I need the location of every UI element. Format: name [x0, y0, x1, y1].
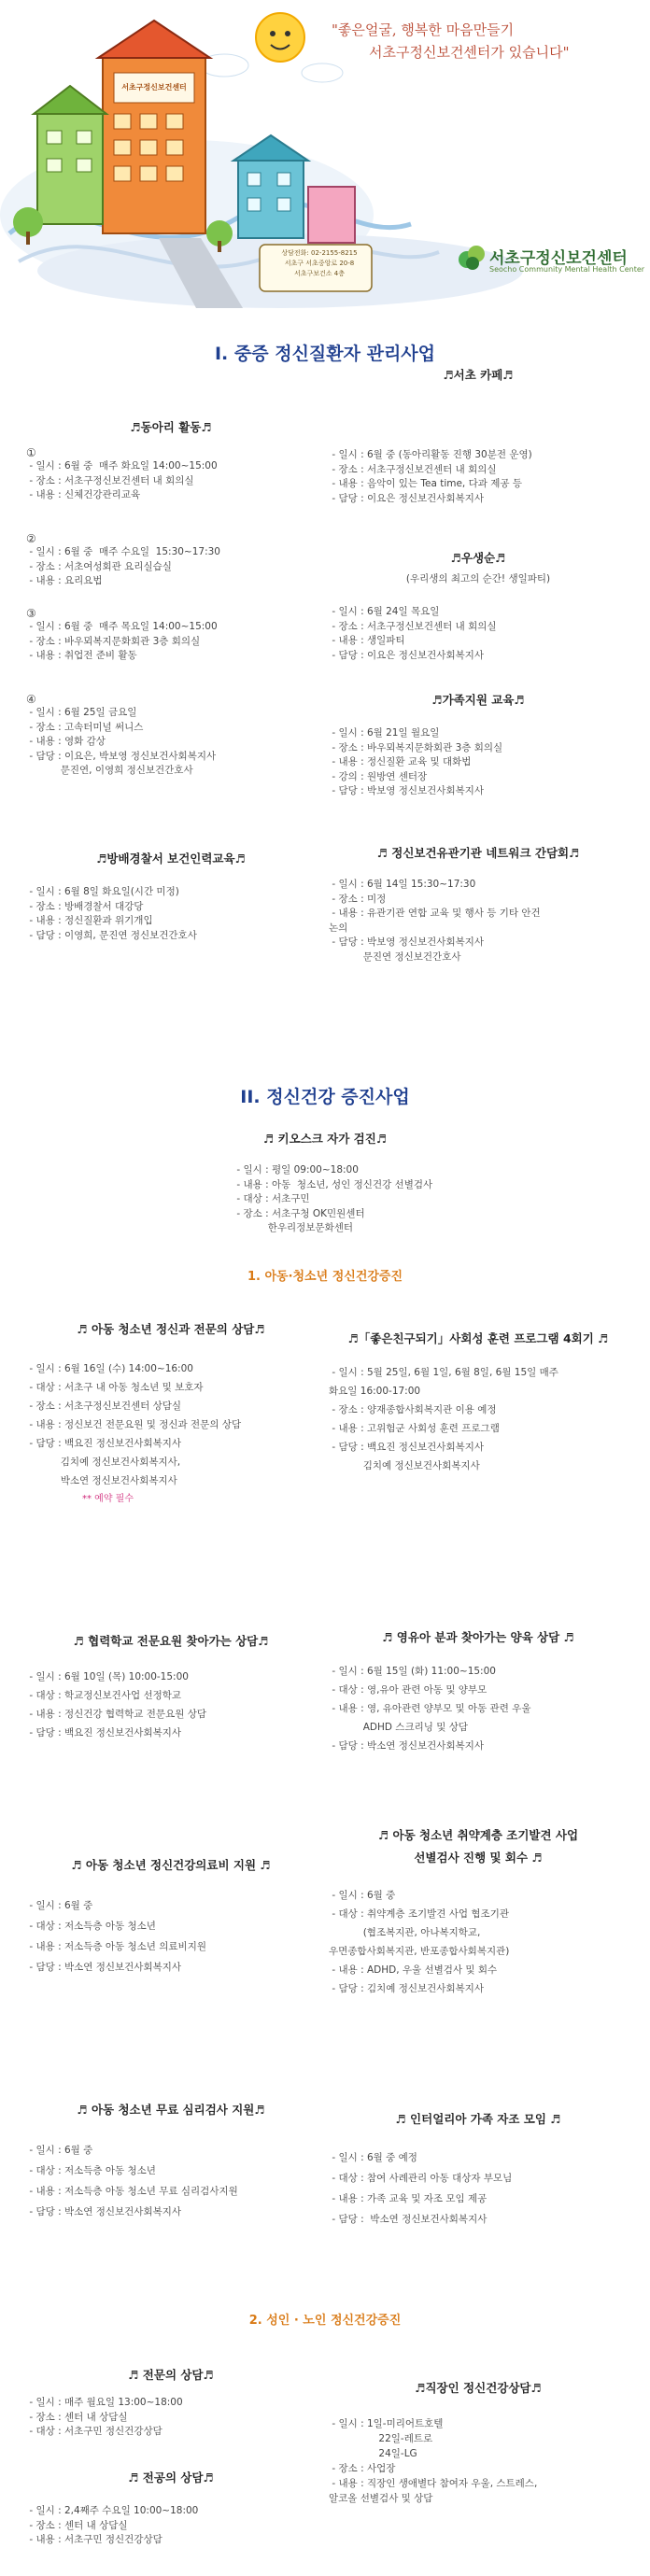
club-item-1: [26, 446, 316, 503]
infant-visit-card: [329, 1662, 628, 1755]
medical-support-line: - 일시 : 6월 중: [26, 1900, 93, 1911]
birthday-line: - 담당 : 이요은 정신보건사회복지사: [329, 649, 485, 661]
medical-support-line: - 대상 : 저소득층 아동 청소년: [26, 1921, 156, 1932]
club-item-line: - 내용 : 요리요법: [26, 575, 103, 586]
network-line: - 내용 : 유관기관 연합 교육 및 행사 등 기타 안건: [329, 908, 541, 919]
social-program-line: 김치예 정신보건사회복지사: [329, 1460, 480, 1471]
building-sign: 서초구정신보건센터: [121, 83, 187, 91]
social-program-line: - 담당 : 백요진 정신보건사회복지사: [329, 1442, 485, 1453]
police-card: [26, 885, 316, 943]
sub2-title: 2. 성인 · 노인 정신건강증진: [248, 2314, 402, 2328]
club-item-2: [26, 532, 316, 589]
family-line: - 내용 : 정신질환 교육 및 대화법: [329, 756, 472, 767]
birthday-card: [329, 605, 628, 663]
slogan-line-2: 서초구정신보건센터가 있습니다": [369, 44, 570, 61]
center-name: 서초구정신보건센터: [489, 249, 628, 268]
specialist-counsel-title: ♬ 전공의 상담♬: [128, 2470, 214, 2485]
expert-counsel-line: - 일시 : 매주 월요일 13:00~18:00: [26, 2397, 183, 2408]
child-counsel-line: 김치예 정신보건사회복지사,: [26, 1457, 181, 1468]
header-banner: [0, 0, 650, 308]
social-program-line: 화요일 16:00-17:00: [329, 1386, 421, 1397]
medical-support-card: [26, 1895, 316, 1978]
club-item-line: - 내용 : 신체건강관리교육: [26, 489, 141, 500]
family-line: - 담당 : 박보영 정신보건사회복지사: [329, 785, 485, 796]
expert-counsel-card: [26, 2396, 316, 2440]
network-line: - 일시 : 6월 14일 15:30~17:30: [329, 879, 476, 890]
family-line: - 장소 : 바우뫼복지문화회관 3층 회의실: [329, 741, 503, 753]
school-visit-title: ♬ 협력학교 전문요원 찾아가는 상담♬: [73, 1634, 269, 1648]
social-program-card: [329, 1363, 628, 1475]
specialist-counsel-line: - 일시 : 2,4째주 수요일 10:00~18:00: [26, 2505, 199, 2516]
kiosk-line: - 일시 : 평일 09:00~18:00: [233, 1164, 359, 1175]
network-card: [329, 878, 628, 964]
section2-title: II. 정신건강 증진사업: [240, 1087, 410, 1107]
club-item-line: 문진연, 이영희 정신보건간호사: [26, 765, 193, 776]
child-counsel-line: - 내용 : 정신보건 전문요원 및 정신과 전문의 상담: [26, 1419, 242, 1430]
family-title: ♬가족지원 교육♬: [431, 693, 525, 707]
police-title: ♬방배경찰서 보건인력교육♬: [96, 852, 246, 866]
infant-visit-title: ♬ 영유아 분과 찾아가는 양육 상담 ♬: [382, 1630, 574, 1644]
infant-visit-line: ADHD 스크리닝 및 상담: [329, 1722, 468, 1733]
club-item-line: - 장소 : 서초구정신보건센터 내 회의실: [26, 474, 194, 486]
medical-support-title: ♬ 아동 청소년 정신건강의료비 지원 ♬: [71, 1858, 271, 1872]
child-counsel-card: [26, 1359, 316, 1504]
club-item-4: [26, 693, 316, 779]
worker-counsel-line: - 장소 : 사업장: [329, 2463, 396, 2474]
center-logo-icon: [456, 241, 488, 273]
free-test-card: [26, 2140, 316, 2222]
club-item-num: ③: [26, 607, 36, 620]
club-item-line: - 담당 : 이요은, 박보영 정신보건사회복지사: [26, 750, 217, 762]
school-visit-line: - 대상 : 학교정신보건사업 선정학교: [26, 1690, 182, 1701]
kiosk-line: - 장소 : 서초구청 OK민원센터: [233, 1207, 365, 1219]
center-name-en: Seocho Community Mental Health Center: [489, 265, 645, 274]
network-line: - 담당 : 박보영 정신보건사회복지사: [329, 936, 485, 948]
cafe-title: ♬서초 카페♬: [443, 368, 514, 382]
worker-counsel-line: - 일시 : 1일-미리어트호텔: [329, 2418, 444, 2429]
expert-counsel-line: - 장소 : 센터 내 상담실: [26, 2411, 128, 2423]
worker-counsel-line: 22일-레트로: [329, 2433, 433, 2444]
police-line: - 담당 : 이영희, 문진연 정신보건간호사: [26, 929, 197, 941]
sub1-title: 1. 아동·청소년 정신건강증진: [247, 1270, 403, 1284]
cafe-line: - 내용 : 음악이 있는 Tea time, 다과 제공 등: [329, 478, 523, 489]
early-detect-title-2: 선별검사 진행 및 회수 ♬: [414, 1851, 543, 1865]
child-counsel-line: - 일시 : 6월 16일 (수) 14:00~16:00: [26, 1363, 193, 1374]
family-card: [329, 726, 628, 799]
cafe-card: [329, 448, 628, 506]
early-detect-line: (협조복지관, 아나복지학교,: [329, 1927, 481, 1938]
worker-counsel-title: ♬직장인 정신건강상담♬: [415, 2381, 542, 2395]
infant-visit-line: - 담당 : 박소연 정신보건사회복지사: [329, 1740, 485, 1752]
social-program-line: - 장소 : 양재종합사회복지관 이용 예정: [329, 1404, 497, 1415]
police-line: - 장소 : 방배경찰서 대강당: [26, 900, 144, 912]
club-item-line: - 일시 : 6월 중 매주 화요일 14:00~15:00: [26, 460, 218, 472]
family-line: - 강의 : 원방연 센터장: [329, 770, 428, 782]
club-item-line: - 내용 : 영화 감상: [26, 736, 106, 747]
kiosk-title: ♬ 키오스크 자가 검진♬: [262, 1132, 388, 1146]
club-item-line: - 장소 : 고속터미널 써니스: [26, 721, 144, 733]
kiosk-line: 한우리정보문화센터: [233, 1222, 354, 1233]
early-detect-line: - 담당 : 김치예 정신보건사회복지사: [329, 1983, 485, 1994]
club-item-line: - 일시 : 6월 25일 금요일: [26, 707, 137, 718]
free-test-line: - 대상 : 저소득층 아동 청소년: [26, 2165, 156, 2176]
child-counsel-line: - 담당 : 백요진 정신보건사회복지사: [26, 1438, 182, 1449]
cafe-line: - 장소 : 서초구정신보건센터 내 회의실: [329, 463, 497, 475]
expert-counsel-title: ♬ 전문의 상담♬: [128, 2368, 214, 2382]
section1-title: I. 중증 정신질환자 관리사업: [214, 344, 436, 364]
club-item-line: - 내용 : 취업전 준비 활동: [26, 650, 137, 661]
police-line: - 내용 : 정신질환과 위기개입: [26, 915, 153, 926]
network-title: ♬ 정신보건유관기관 네트워크 간담회♬: [376, 846, 580, 860]
birthday-line: - 내용 : 생일파티: [329, 635, 405, 646]
address-line-2: 서초구 서초중앙로 20-8: [284, 260, 355, 267]
network-line: 문진연 정신보건간호사: [329, 950, 461, 963]
cafe-line: - 담당 : 이요은 정신보건사회복지사: [329, 492, 485, 504]
family-meeting-line: - 대상 : 참여 사례관리 아동 대상자 부모님: [329, 2173, 513, 2184]
birthday-line: - 장소 : 서초구정신보건센터 내 회의실: [329, 620, 497, 632]
child-counsel-title: ♬ 아동 청소년 정신과 전문의 상담♬: [77, 1322, 265, 1336]
infant-visit-line: - 내용 : 영, 유아관련 양부모 및 아동 관련 우울: [329, 1703, 531, 1714]
specialist-counsel-card: [26, 2504, 316, 2548]
club-item-num: ①: [26, 446, 36, 459]
club-item-line: - 장소 : 바우뫼복지문화회관 3층 회의실: [26, 635, 201, 647]
network-line: 논의: [329, 922, 348, 934]
family-meeting-line: - 내용 : 가족 교육 및 자조 모임 제공: [329, 2193, 488, 2204]
address-line-3: 서초구보건소 4층: [293, 270, 345, 277]
child-counsel-line: 박소연 정신보건사회복지사: [26, 1475, 177, 1486]
child-counsel-line: - 대상 : 서초구 내 아동 청소년 및 보호자: [26, 1382, 204, 1393]
early-detect-line: - 대상 : 취약계층 조기발견 사업 협조기관: [329, 1908, 509, 1920]
network-line: - 장소 : 미정: [329, 893, 387, 905]
cafe-line: - 일시 : 6월 중 (동아리활동 진행 30분전 운영): [329, 449, 532, 460]
club-item-num: ④: [26, 693, 36, 706]
school-visit-line: - 내용 : 정신건강 협력학교 전문요원 상담: [26, 1709, 206, 1720]
school-visit-line: - 일시 : 6월 10일 (목) 10:00-15:00: [26, 1671, 189, 1682]
family-meeting-line: - 담당 : 박소연 정신보건사회복지사: [329, 2214, 488, 2225]
worker-counsel-line: - 내용 : 직장인 생애별다 참여자 우울, 스트레스,: [329, 2478, 538, 2489]
early-detect-card: [329, 1886, 628, 1998]
family-meeting-card: [329, 2147, 628, 2230]
social-program-line: - 일시 : 5월 25일, 6월 1일, 6월 8일, 6월 15일 매주: [329, 1367, 558, 1378]
birthday-subtitle: (우리생의 최고의 순간! 생일파티): [405, 573, 551, 584]
family-meeting-line: - 일시 : 6월 중 예정: [329, 2152, 417, 2163]
early-detect-line: 우면종합사회복지관, 반포종합사회복지관): [329, 1946, 510, 1957]
birthday-line: - 일시 : 6월 24일 목요일: [329, 606, 440, 617]
early-detect-line: - 일시 : 6월 중: [329, 1890, 396, 1901]
kiosk-card: [233, 1163, 532, 1236]
club-title: ♬동아리 활동♬: [130, 420, 212, 434]
club-item-line: - 일시 : 6월 중 매주 수요일 15:30~17:30: [26, 546, 220, 557]
reservation-note: ** 예약 필수: [82, 1494, 134, 1504]
social-program-title: ♬「좋은친구되기」사회성 훈련 프로그램 4회기 ♬: [347, 1331, 609, 1345]
worker-counsel-card: [329, 2416, 628, 2506]
kiosk-line: - 내용 : 아동 청소년, 성인 정신건강 선별검사: [233, 1178, 433, 1190]
school-visit-line: - 담당 : 백요진 정신보건사회복지사: [26, 1727, 182, 1738]
early-detect-title-1: ♬ 아동 청소년 취약계층 조기발견 사업: [377, 1828, 579, 1842]
kiosk-line: - 대상 : 서초구민: [233, 1193, 310, 1204]
club-item-line: - 장소 : 서초여성회관 요리실습실: [26, 560, 172, 572]
club-item-line: - 일시 : 6월 중 매주 목요일 14:00~15:00: [26, 621, 218, 632]
free-test-line: - 내용 : 저소득층 아동 청소년 무료 심리검사지원: [26, 2186, 238, 2197]
family-meeting-title: ♬ 인터얼리아 가족 자조 모임 ♬: [395, 2112, 561, 2126]
expert-counsel-line: - 대상 : 서초구민 정신건강상담: [26, 2426, 162, 2437]
slogan-line-1: "좋은얼굴, 행복한 마음만들기: [332, 21, 515, 38]
child-counsel-line: - 장소 : 서초구정신보건센터 상담실: [26, 1401, 182, 1412]
social-program-line: - 내용 : 고위험군 사회성 훈련 프로그램: [329, 1423, 500, 1434]
birthday-title: ♬우생순♬: [450, 551, 506, 565]
school-visit-card: [26, 1668, 316, 1742]
worker-counsel-line: 알코올 선별검사 및 상담: [329, 2493, 433, 2504]
early-detect-line: - 내용 : ADHD, 우울 선별검사 및 회수: [329, 1964, 498, 1976]
worker-counsel-line: 24일-LG: [329, 2448, 417, 2459]
police-line: - 일시 : 6월 8일 화요일(시간 미정): [26, 886, 179, 897]
free-test-line: - 일시 : 6월 중: [26, 2145, 93, 2156]
infant-visit-line: - 일시 : 6월 15일 (화) 11:00~15:00: [329, 1666, 496, 1677]
medical-support-line: - 내용 : 저소득층 아동 청소년 의료비지원: [26, 1941, 206, 1952]
infant-visit-line: - 대상 : 영,유아 관련 아동 및 양부모: [329, 1684, 488, 1696]
club-item-num: ②: [26, 532, 36, 545]
family-line: - 일시 : 6월 21일 월요일: [329, 727, 440, 739]
sun-icon: [256, 13, 304, 62]
specialist-counsel-line: - 장소 : 센터 내 상담실: [26, 2519, 128, 2531]
address-line-1: 상담전화: 02-2155-8215: [281, 249, 358, 257]
club-item-3: [26, 607, 316, 664]
medical-support-line: - 담당 : 박소연 정신보건사회복지사: [26, 1962, 182, 1973]
free-test-line: - 담당 : 박소연 정신보건사회복지사: [26, 2206, 182, 2217]
specialist-counsel-line: - 내용 : 서초구민 정신건강상담: [26, 2534, 162, 2545]
free-test-title: ♬ 아동 청소년 무료 심리검사 지원♬: [77, 2103, 265, 2117]
